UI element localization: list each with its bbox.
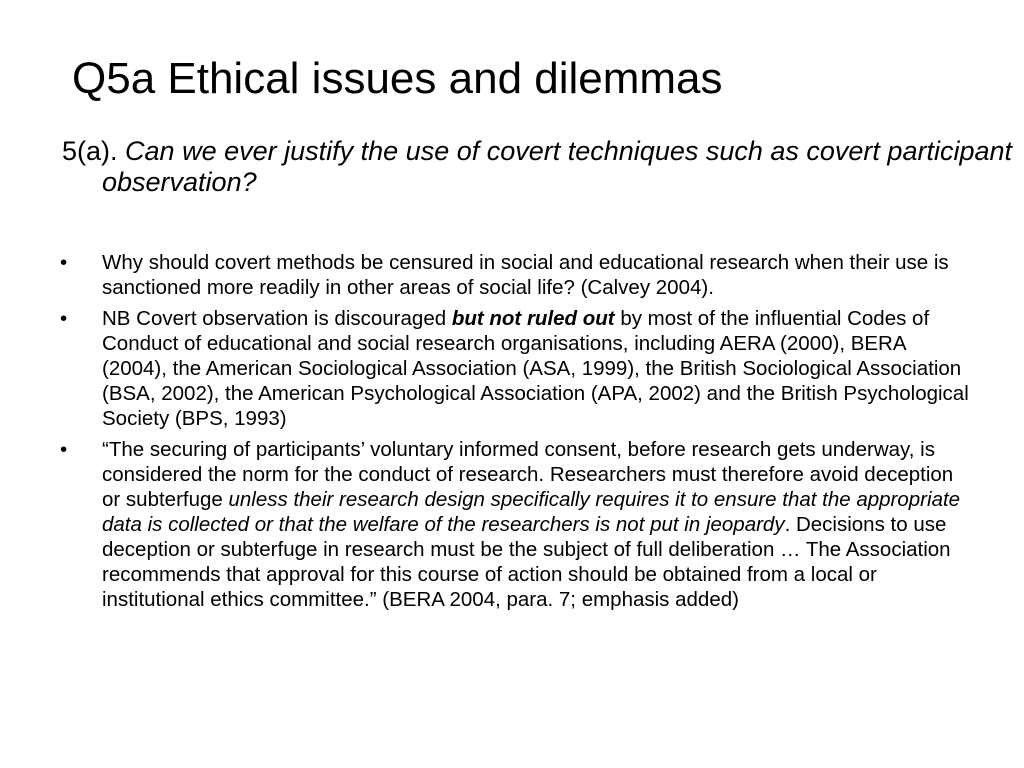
bullet-emphasis: but not ruled out [451, 307, 615, 330]
bullet-text-after: by most of the influential Codes of Conduct of educational and social research organisations, including AERA (2000), BERA (2004), the American Sociological Association (ASA, 1999), the British Sociological Association (BSA, 2002), the American Psychological Association (APA, 2002) and the British Psychological Society (BPS, 1993) [102, 307, 969, 430]
bullet-text-before: “The securing of participants’ voluntary informed consent, before research gets underway, is considered the norm for the conduct of research. Researchers must therefore avoid deception or subterfuge [102, 438, 954, 511]
bullet-item [60, 437, 970, 612]
bullet-icon: • [60, 438, 68, 461]
bullet-icon: • [60, 307, 68, 330]
bullet-text-after: . Decisions to use deception or subterfuge in research must be the subject of full deliberation … The Association recommends that approval for this course of action should be obtained from a local or institutional ethics committee.” (BERA 2004, para. 7; emphasis added) [102, 513, 951, 611]
bullet-item [60, 250, 970, 300]
bullet-text-before: NB Covert observation is discouraged [102, 307, 452, 330]
bullet-text: Why should covert methods be censured in social and educational research when their use is sanctioned more readily in other areas of social life? (Calvey 2004). [102, 251, 949, 299]
question-paragraph [62, 136, 1012, 198]
bullet-list [60, 250, 970, 612]
bullet-emphasis: unless their research design specifically requires it to ensure that the appropriate data is collected or that the welfare of the researchers is not put in jeopardy [102, 488, 961, 536]
bullet-icon: • [60, 251, 68, 274]
slide-title: Q5a Ethical issues and dilemmas [72, 54, 723, 103]
question-text: Can we ever justify the use of covert techniques such as covert participant observation? [102, 136, 1012, 197]
question-label: 5(a). [62, 136, 118, 166]
bullet-item [60, 306, 970, 431]
